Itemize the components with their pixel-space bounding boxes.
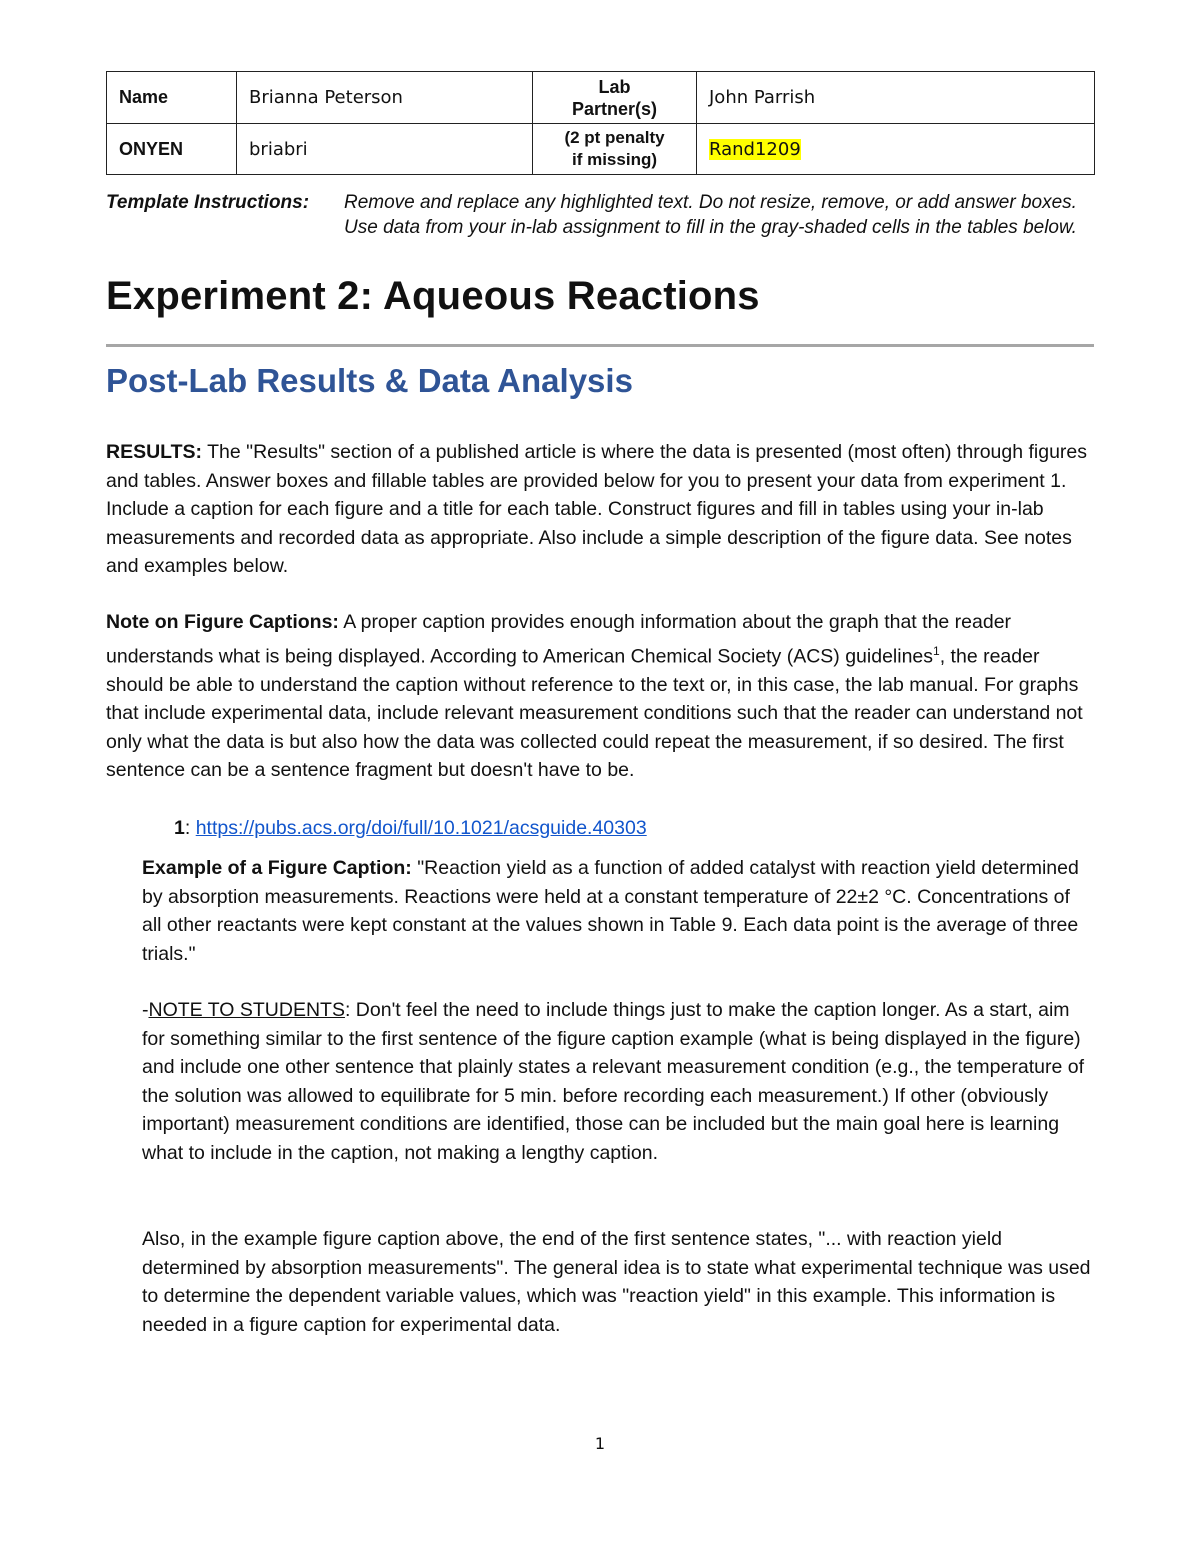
instructions-text: Remove and replace any highlighted text. Do not resize, remove, or add answer boxes. Use data from your in-lab assignment to fill in the gray-shaded cells in the tables below. <box>344 192 1077 238</box>
example-text: "Reaction yield as a function of added catalyst with reaction yield determined by absorption measurements. Reactions were held at a constant temperature of 22±2 °C. Concentrations of all other reactants were kept constant at the values shown in Table 9. Each data point is the average of three trials." <box>142 857 1079 965</box>
name-label: Name <box>107 72 237 124</box>
note-to-students-text: : Don't feel the need to include things just to make the caption longer. As a start, aim for something similar to the first sentence of the figure caption example (what is being displayed in the figure) and include one other sentence that plainly states a relevant measurement condition (e.g., the temperature of the solution was allowed to equilibrate for 5 min. before recording each measurement.) If other (obviously important) measurement conditions are identified, those can be included but the main goal here is learning what to include in the caption, not making a lengthy caption. <box>142 999 1084 1164</box>
student-info-table <box>106 71 1095 175</box>
captions-note-text-b: , the reader should be able to understand the caption without reference to the text or, in this case, the lab manual. For graphs that include experimental data, include relevant measurement conditions such that the reader can understand not only what the data is but also how the data was collected could repeat the measurement, if so desired. The first sentence can be a sentence fragment but doesn't have to be. <box>106 645 1083 782</box>
footnote-ref: 1 <box>933 643 940 658</box>
footnote-sep: : <box>184 817 196 839</box>
partner-onyen-cell[interactable] <box>697 124 1095 175</box>
partner-onyen-value: Rand1209 <box>709 138 801 160</box>
results-text: The "Results" section of a published article is where the data is presented (most often) through figures and tables. Answer boxes and fillable tables are provided below for you to present your data from experiment 1. Include a caption for each figure and a title for each table. Construct figures and fill in tables using your in-lab measurements and recorded data as appropriate. Also include a simple description of the figure data. See notes and examples below. <box>106 441 1088 578</box>
page-number: 1 <box>594 1434 606 1453</box>
lab-partner-label-line1: Lab <box>598 76 631 97</box>
template-instructions <box>106 190 1096 238</box>
example-label: Example of a Figure Caption: <box>142 857 412 879</box>
lab-partner-value[interactable]: John Parrish <box>697 72 1095 124</box>
instructions-label: Template Instructions: <box>106 192 310 213</box>
penalty-note <box>533 124 697 175</box>
onyen-label: ONYEN <box>107 124 237 175</box>
footnote <box>174 814 1074 843</box>
lab-partner-label-line2: Partner(s) <box>571 98 658 119</box>
note-to-students-label: NOTE TO STUDENTS <box>148 999 345 1021</box>
results-label: RESULTS: <box>106 441 203 463</box>
penalty-note-line2: if missing) <box>571 150 657 169</box>
footnote-number: 1 <box>174 817 185 839</box>
captions-note-label: Note on Figure Captions: <box>106 611 339 633</box>
captions-note-paragraph <box>106 608 1096 785</box>
section-heading: Post-Lab Results & Data Analysis <box>106 362 633 399</box>
note-dash: - <box>142 999 149 1021</box>
title-divider <box>106 344 1094 347</box>
note-to-students-paragraph <box>142 996 1097 1168</box>
also-paragraph: Also, in the example figure caption above, the end of the first sentence states, "... with reaction yield determined by absorption measurements". The general idea is to state what experimental technique was used to determine the dependent variable values, which was "reaction yield" in this example. This information is needed in a figure caption for experimental data. <box>142 1228 1091 1336</box>
lab-partner-label <box>533 72 697 124</box>
example-caption-paragraph <box>142 854 1092 968</box>
onyen-value[interactable]: briabri <box>237 124 533 175</box>
name-value[interactable]: Brianna Peterson <box>237 72 533 124</box>
captions-note-text-a: A proper caption provides enough information about the graph that the reader understands what is being displayed. According to American Chemical Society (ACS) guidelines <box>106 611 1012 668</box>
page-title: Experiment 2: Aqueous Reactions <box>106 274 760 318</box>
acs-guide-link[interactable]: https://pubs.acs.org/doi/full/10.1021/acsguide.40303 <box>195 817 647 839</box>
results-paragraph <box>106 438 1096 581</box>
penalty-note-line1: (2 pt penalty <box>564 128 665 147</box>
